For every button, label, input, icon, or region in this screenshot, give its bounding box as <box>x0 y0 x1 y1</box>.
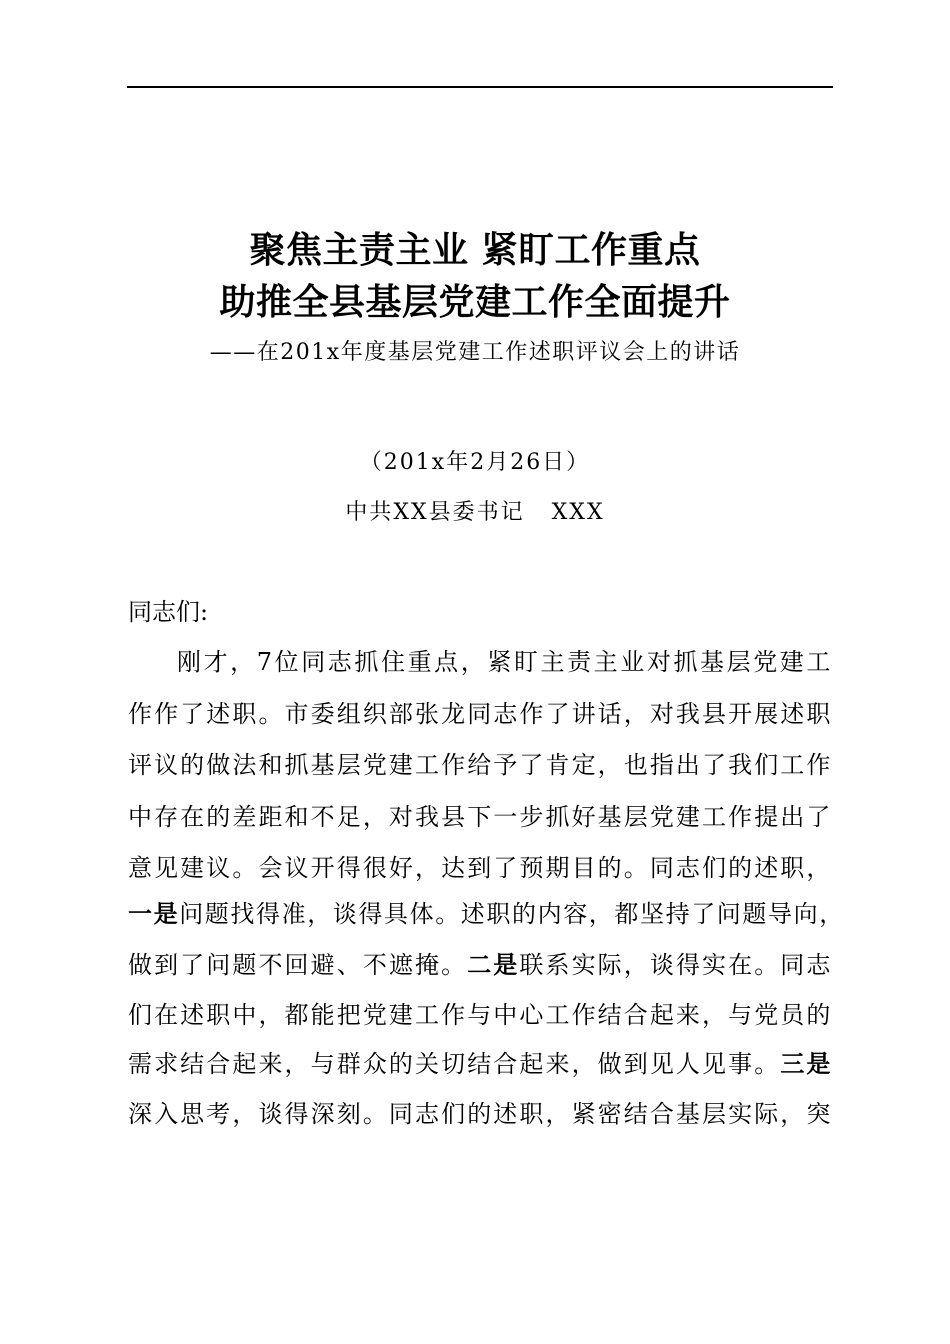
body-line-4: 中存在的差距和不足，对我县下一步抓好基层党建工作提出了 <box>128 803 832 831</box>
salutation: 同志们: <box>128 598 209 626</box>
document-title-line-1: 聚焦主责主业 紧盯工作重点 <box>249 229 701 271</box>
point-two-marker: 二是 <box>467 950 520 979</box>
body-line-1: 刚才，7位同志抓住重点，紧盯主责主业对抓基层党建工 <box>177 648 832 676</box>
body-line-7-text-b: 联系实际，谈得实在。同志 <box>519 951 832 979</box>
body-line-7 <box>128 948 832 982</box>
body-line-2: 作作了述职。市委组织部张龙同志作了讲话，对我县开展述职 <box>128 700 832 728</box>
body-line-10: 深入思考，谈得深刻。同志们的述职，紧密结合基层实际，突 <box>128 1100 832 1128</box>
document-subtitle: ——在201x年度基层党建工作述职评议会上的讲话 <box>209 340 741 365</box>
body-line-7-text-a: 做到了问题不回避、不遮掩。 <box>128 951 468 979</box>
document-title-line-2: 助推全县基层党建工作全面提升 <box>219 281 731 323</box>
point-three-marker: 三是 <box>780 1049 833 1078</box>
body-line-9-text: 需求结合起来，与群众的关切结合起来，做到见人见事。 <box>128 1050 781 1078</box>
point-one-marker: 一是 <box>128 899 180 928</box>
body-line-9 <box>128 1047 832 1081</box>
body-line-5: 意见建议。会议开得很好，达到了预期目的。同志们的述职， <box>128 854 832 882</box>
body-line-6 <box>128 897 845 931</box>
header-rule <box>127 86 833 88</box>
body-line-3: 评议的做法和抓基层党建工作给予了肯定，也指出了我们工作 <box>128 751 832 779</box>
speech-author: 中共XX县委书记 XXX <box>345 500 605 525</box>
body-line-6-text: 问题找得准，谈得具体。述职的内容，都坚持了问题导向， <box>179 900 845 928</box>
body-line-8: 们在述职中，都能把党建工作与中心工作结合起来，与党员的 <box>128 1001 832 1029</box>
speech-date: （201x年2月26日） <box>359 450 591 475</box>
